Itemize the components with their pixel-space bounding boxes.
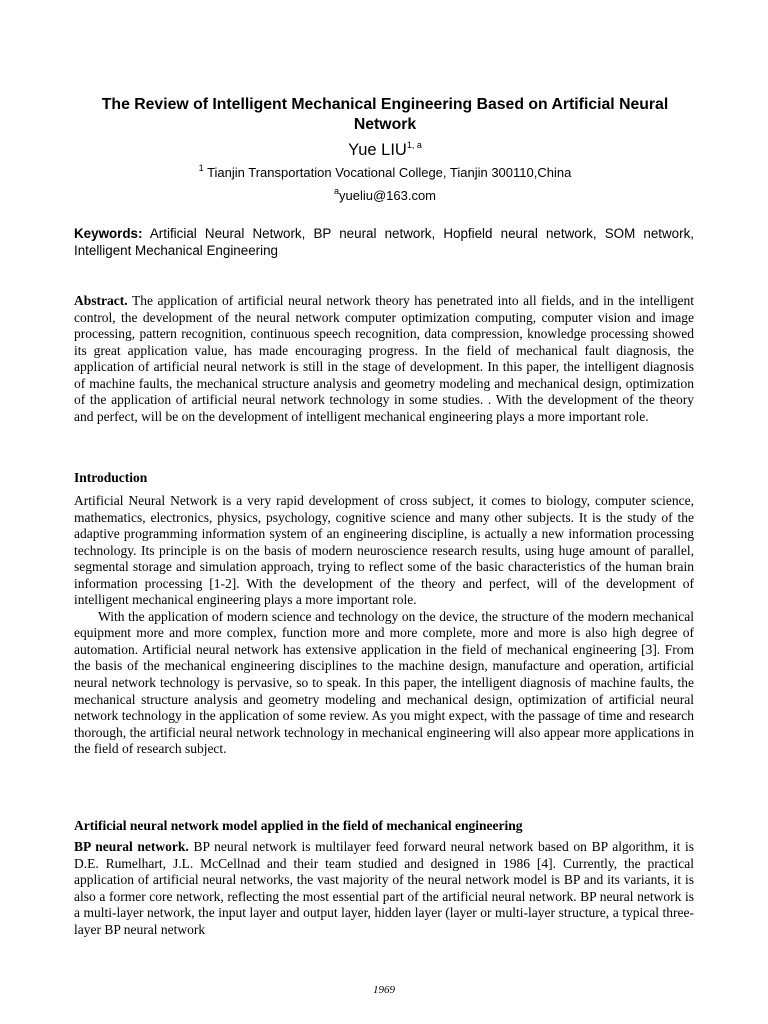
author-superscript: 1, a	[406, 139, 422, 150]
email-line	[74, 185, 696, 204]
affiliation	[74, 162, 696, 181]
abstract-label: Abstract.	[74, 293, 128, 308]
page-number: 1969	[373, 984, 395, 996]
abstract-text: The application of artificial neural network theory has penetrated into all fields, and in the intelligent control, the development of the neural network computer optimization computing, computer vision and image processing, pattern recognition, continuous speech recognition, data compression, knowledge processing showed its great application value, has made encouraging progress. In the field of mechanical fault diagnosis, the application of artificial neural network is still in the stage of development. In this paper, the intelligent diagnosis of machine faults, the mechanical structure analysis and geometry modeling and mechanical design, optimization of the application of artificial neural network technology in some studies. . With the development of the theory and perfect, will be on the development of intelligent mechanical engineering plays a more important role.	[74, 293, 695, 424]
introduction-body	[74, 493, 694, 758]
affiliation-superscript: 1	[198, 162, 204, 173]
bp-network-paragraph	[74, 839, 694, 938]
bp-network-text: BP neural network is multilayer feed forward neural network based on BP algorithm, it is D.E. Rumelhart, J.L. McCellnad and their team studied and designed in 1986 [4]. Currently, the practical application of artificial neural networks, the vast majority of the neural network model is BP and its variants, it is also a former core network, reflecting the most essential part of the artificial neural network. BP neural network is a multi-layer network, the input layer and output layer, hidden layer (layer or multi-layer structure, a typical three-layer BP neural network	[74, 839, 694, 937]
paper-title: The Review of Intelligent Mechanical Engineering Based on Artificial Neural Network	[101, 96, 669, 133]
introduction-heading: Introduction	[74, 470, 148, 485]
author-line	[74, 140, 696, 160]
keywords-block	[74, 225, 694, 259]
introduction-paragraph-1: Artificial Neural Network is a very rapid development of cross subject, it comes to biology, computer science, mathematics, electronics, physics, psychology, cognitive science and many other subjects. It is the study of the adaptive programming information system of an engineering discipline, is actually a new information processing technology. Its principle is on the basis of modern neuroscience research results, using huge amount of parallel, segmental storage and simulation approach, trying to reflect some of the basic characteristics of the human brain information processing [1-2]. With the development of the theory and perfect, will of the development of intelligent mechanical engineering plays a more important role.	[74, 493, 694, 608]
keywords-label: Keywords:	[74, 226, 143, 241]
author-name: Yue LIU	[348, 141, 407, 159]
abstract-block	[74, 293, 694, 425]
keywords-text: Artificial Neural Network, BP neural network, Hopfield neural network, SOM network, Intelligent Mechanical Engineering	[74, 226, 694, 258]
email-superscript: a	[333, 185, 339, 196]
affiliation-text: Tianjin Transportation Vocational College, Tianjin 300110,China	[207, 165, 572, 180]
section-heading: Artificial neural network model applied in the field of mechanical engineering	[74, 818, 523, 833]
introduction-paragraph-2: With the application of modern science and technology on the device, the structure of the modern mechanical equipment more and more complex, function more and more complete, more and more is also high degree of automation. Artificial neural network has extensive application in the field of mechanical engineering [3]. From the basis of the mechanical engineering disciplines to the machine design, manufacture and operation, artificial neural network technology is pervasive, so to speak. In this paper, the intelligent diagnosis of machine faults, the mechanical structure analysis and geometry modeling and mechanical design, optimization of artificial neural network technology in the application of some review. As you might expect, with the passage of time and research thorough, the artificial neural network technology in mechanical engineering will also appear more applications in the field of research subject.	[74, 608, 694, 757]
bp-network-lead: BP neural network.	[74, 839, 189, 854]
email-address: yueliu@163.com	[338, 188, 437, 203]
